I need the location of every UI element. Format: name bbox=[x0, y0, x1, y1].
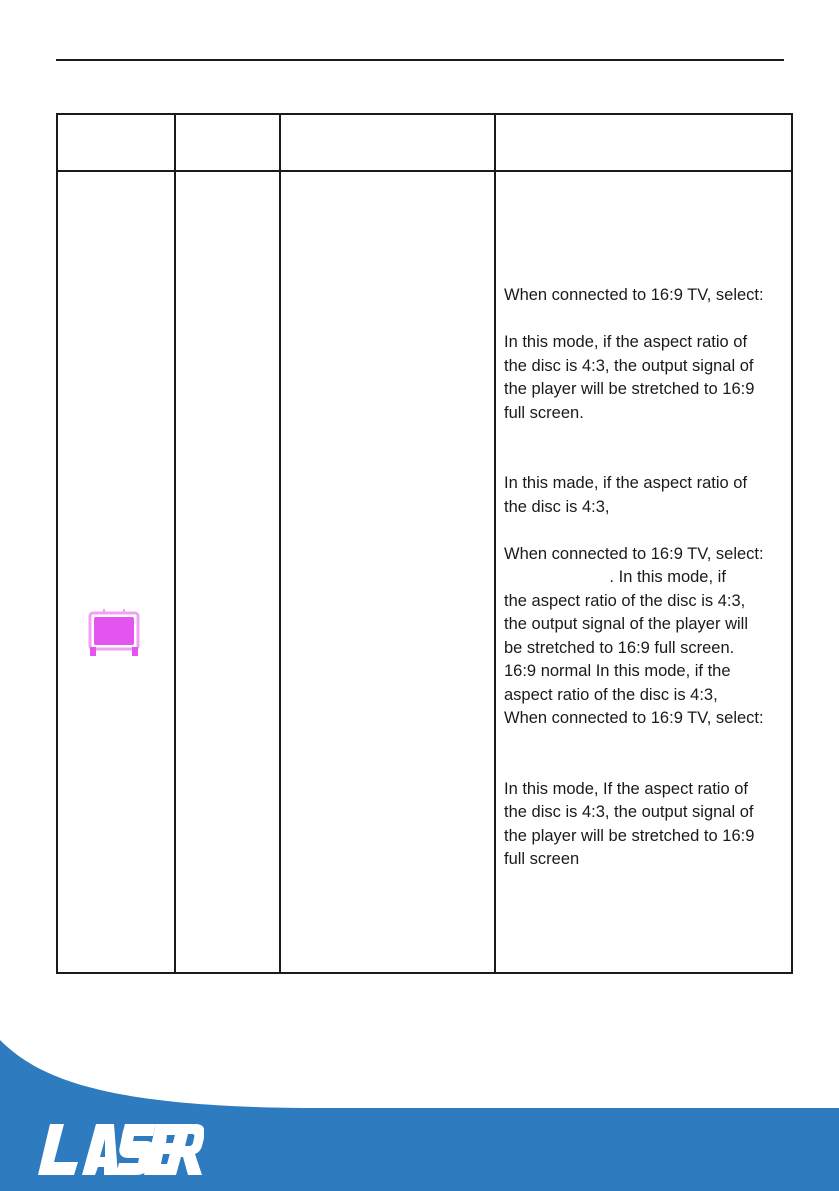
header-cell-2 bbox=[175, 114, 280, 171]
description-line: the disc is 4:3, bbox=[504, 497, 610, 516]
table-header-row bbox=[57, 114, 792, 171]
header-rule bbox=[56, 59, 784, 61]
description-line: full screen bbox=[504, 850, 580, 868]
description-line: 16:9 normal In this mode, if the bbox=[504, 662, 731, 680]
description-line: the player will be stretched to 16:9 bbox=[504, 826, 755, 845]
description-line: full screen. bbox=[504, 403, 584, 422]
empty-cell-3 bbox=[280, 171, 495, 973]
description-line: the output signal of the player will bbox=[504, 615, 748, 633]
header-cell-1 bbox=[57, 114, 175, 171]
description-line: the aspect ratio of the disc is 4:3, bbox=[504, 591, 746, 610]
description-line: aspect ratio of the disc is 4:3, bbox=[504, 685, 718, 704]
laser-logo bbox=[38, 1121, 204, 1177]
tv-screen-icon bbox=[87, 609, 141, 659]
description-line: When connected to 16:9 TV, select: bbox=[504, 286, 764, 304]
header-cell-3 bbox=[280, 114, 495, 171]
description-line: In this made, if the aspect ratio of bbox=[504, 474, 748, 492]
description-line: When connected to 16:9 TV, select: bbox=[504, 544, 764, 563]
description-line: When connected to 16:9 TV, select: bbox=[504, 709, 764, 727]
empty-cell-2 bbox=[175, 171, 280, 973]
description-line: In this mode, if the aspect ratio of bbox=[504, 333, 748, 351]
description-line: the disc is 4:3, the output signal of bbox=[504, 803, 754, 821]
header-cell-4 bbox=[495, 114, 792, 171]
logo-text: LASER bbox=[38, 1121, 42, 1122]
description-cell bbox=[495, 171, 792, 973]
table-row bbox=[57, 171, 792, 973]
description-line: the disc is 4:3, the output signal of bbox=[504, 356, 754, 375]
description-line: In this mode, If the aspect ratio of bbox=[504, 779, 748, 798]
description-line: be stretched to 16:9 full screen. bbox=[504, 638, 735, 657]
description-line: the player will be stretched to 16:9 bbox=[504, 380, 755, 398]
icon-cell bbox=[57, 171, 175, 973]
settings-table bbox=[56, 113, 793, 974]
description-line: . In this mode, if bbox=[504, 568, 726, 586]
